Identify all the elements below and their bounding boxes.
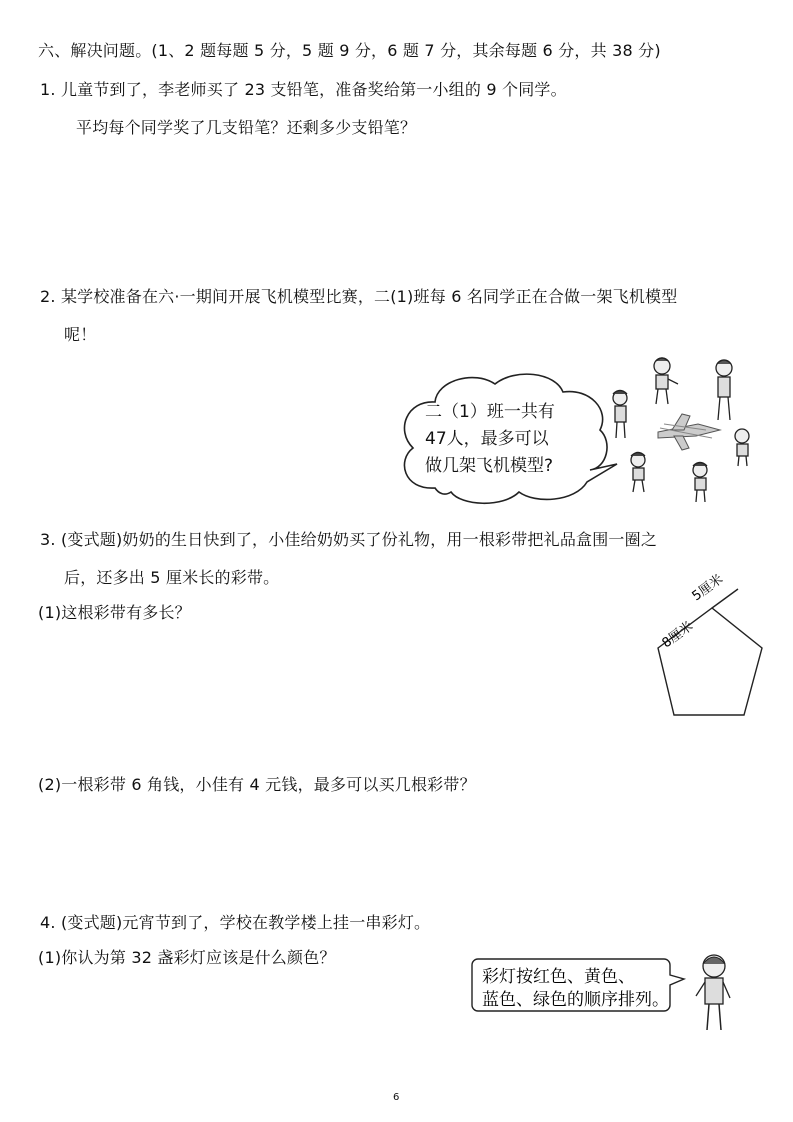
speech-text-line2: 蓝色、绿色的顺序排列。 [482, 990, 669, 1010]
pentagon-shape [658, 608, 762, 715]
q3-sub2: (2)一根彩带 6 角钱，小佳有 4 元钱，最多可以买几根彩带？ [38, 775, 476, 794]
child-figure-icon [735, 429, 749, 466]
q3-sub1: (1)这根彩带有多长？ [38, 603, 191, 622]
q2-line2: 呢！ [64, 325, 97, 344]
q1-line1: 1. 儿童节到了，李老师买了 23 支铅笔，准备奖给第一小组的 9 个同学。 [40, 80, 567, 99]
label-extra-length: 5厘米 [689, 571, 727, 605]
speech-text-line1: 彩灯按红色、黄色、 [482, 967, 635, 987]
children-with-model-plane-illustration [600, 352, 760, 502]
q4-line1: 4. (变式题)元宵节到了，学校在教学楼上挂一串彩灯。 [40, 913, 431, 932]
q1-line2: 平均每个同学奖了几支铅笔？还剩多少支铅笔？ [76, 118, 417, 137]
speech-box [470, 955, 690, 1017]
child-figure-icon [613, 391, 627, 439]
pentagon-gift-box-diagram [610, 565, 770, 725]
bubble-text-line2: 47人，最多可以 [425, 429, 549, 449]
child-figure-icon [716, 360, 732, 420]
model-plane-icon [658, 414, 720, 450]
bubble-text-line1: 二（1）班一共有 [425, 402, 555, 422]
extra-ribbon-line [712, 589, 738, 608]
section-header: 六、解决问题。(1、2 题每题 5 分，5 题 9 分，6 题 7 分，其余每题 6 分，共 38 分) [38, 41, 661, 60]
child-figure-icon [631, 453, 645, 493]
thought-bubble-cloud [395, 370, 625, 508]
q2-line1: 2. 某学校准备在六·一期间开展飞机模型比赛，二(1)班每 6 名同学正在合做一架飞机模型 [40, 287, 678, 306]
bubble-text-line3: 做几架飞机模型? [425, 456, 554, 476]
label-side-length: 8厘米 [659, 618, 697, 652]
page-number: 6 [393, 1092, 400, 1103]
child-figure-icon [693, 463, 707, 503]
q4-sub1: (1)你认为第 32 盏彩灯应该是什么颜色？ [38, 948, 336, 967]
child-figure-icon [654, 358, 678, 404]
q3-line2: 后，还多出 5 厘米长的彩带。 [64, 568, 280, 587]
q3-line1: 3. (变式题)奶奶的生日快到了，小佳给奶奶买了份礼物，用一根彩带把礼品盒围一圈之 [40, 530, 658, 549]
boy-figure-icon [690, 952, 740, 1037]
